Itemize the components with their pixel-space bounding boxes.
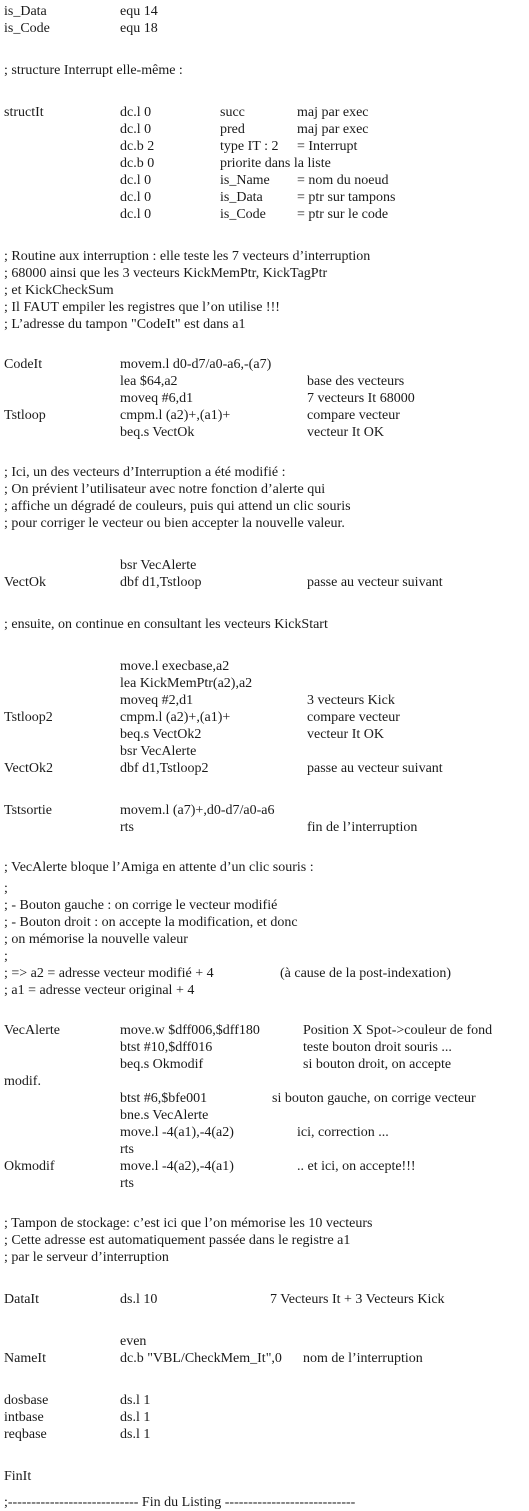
listing-cell: Tstloop xyxy=(4,408,46,423)
listing-cell: dbf d1,Tstloop xyxy=(120,575,202,590)
listing-cell: compare vecteur xyxy=(307,408,400,423)
listing-cell: rts xyxy=(120,1176,134,1191)
listing-line xyxy=(0,407,529,424)
listing-cell: dc.b 0 xyxy=(120,156,155,171)
listing-line xyxy=(0,464,529,481)
listing-cell: ; par le serveur d’interruption xyxy=(4,1250,169,1265)
listing-cell: equ 18 xyxy=(120,21,158,36)
listing-cell: ; on mémorise la nouvelle valeur xyxy=(4,932,188,947)
listing-cell: move.l -4(a2),-4(a1) xyxy=(120,1159,234,1174)
listing-cell: move.l execbase,a2 xyxy=(120,659,230,674)
listing-line xyxy=(0,1232,529,1249)
listing-line xyxy=(0,189,529,206)
listing-cell: ; Routine aux interruption : elle teste les 7 vecteurs d’interruption xyxy=(4,249,371,264)
listing-line xyxy=(0,356,529,373)
listing-line xyxy=(0,1392,529,1409)
listing-cell: lea $64,a2 xyxy=(120,374,178,389)
listing-cell: dbf d1,Tstloop2 xyxy=(120,761,209,776)
listing-cell: VectOk xyxy=(4,575,46,590)
listing-line xyxy=(0,1022,529,1039)
listing-cell: ds.l 1 xyxy=(120,1427,151,1442)
listing-cell: FinIt xyxy=(4,1469,32,1484)
listing-cell: moveq #2,d1 xyxy=(120,693,194,708)
listing-line xyxy=(0,424,529,441)
listing-cell: ; L’adresse du tampon "CodeIt" est dans a1 xyxy=(4,317,246,332)
listing-line xyxy=(0,1039,529,1056)
listing-line xyxy=(0,616,529,633)
listing-cell: move.l -4(a1),-4(a2) xyxy=(120,1125,234,1140)
listing-line xyxy=(0,574,529,591)
listing-cell: equ 14 xyxy=(120,4,158,19)
listing-line xyxy=(0,498,529,515)
listing-line xyxy=(0,1158,529,1175)
listing-cell: = Interrupt xyxy=(297,139,358,154)
listing-cell: ;---------------------------- Fin du Listing ---------------------------- xyxy=(4,1495,356,1510)
listing-cell: 3 vecteurs Kick xyxy=(307,693,395,708)
listing-cell: dc.b 2 xyxy=(120,139,155,154)
listing-line xyxy=(0,1291,529,1308)
listing-cell: dc.l 0 xyxy=(120,105,152,120)
listing-cell: is_Code xyxy=(4,21,50,36)
listing-cell: priorite dans la liste xyxy=(220,156,331,171)
listing-line xyxy=(0,965,529,982)
listing-cell: vecteur It OK xyxy=(307,727,384,742)
listing-cell: btst #10,$dff016 xyxy=(120,1040,213,1055)
listing-cell: = nom du noeud xyxy=(297,173,389,188)
listing-cell: cmpm.l (a2)+,(a1)+ xyxy=(120,408,231,423)
listing-cell: maj par exec xyxy=(297,122,369,137)
listing-cell: bne.s VecAlerte xyxy=(120,1108,209,1123)
listing-cell: si bouton gauche, on corrige vecteur xyxy=(272,1091,476,1106)
listing-cell: maj par exec xyxy=(297,105,369,120)
listing-line xyxy=(0,20,529,37)
listing-line xyxy=(0,481,529,498)
listing-line xyxy=(0,880,529,897)
listing-line xyxy=(0,982,529,999)
listing-cell: movem.l (a7)+,d0-d7/a0-a6 xyxy=(120,803,275,818)
listing-cell: si bouton droit, on accepte xyxy=(303,1057,452,1072)
listing-cell: dc.b "VBL/CheckMem_It",0 xyxy=(120,1351,282,1366)
listing-line xyxy=(0,658,529,675)
listing-line xyxy=(0,1333,529,1350)
listing-cell: DataIt xyxy=(4,1292,39,1307)
listing-cell: cmpm.l (a2)+,(a1)+ xyxy=(120,710,231,725)
listing-cell: ; On prévient l’utilisateur avec notre fonction d’alerte qui xyxy=(4,482,326,497)
listing-line xyxy=(0,1175,529,1192)
listing-line xyxy=(0,138,529,155)
listing-line xyxy=(0,1215,529,1232)
listing-cell: is_Code xyxy=(220,207,266,222)
listing-cell: ds.l 1 xyxy=(120,1393,151,1408)
listing-cell: vecteur It OK xyxy=(307,425,384,440)
listing-line xyxy=(0,265,529,282)
listing-line xyxy=(0,248,529,265)
listing-line xyxy=(0,557,529,574)
listing-cell: teste bouton droit souris ... xyxy=(303,1040,452,1055)
listing-cell: dc.l 0 xyxy=(120,122,152,137)
listing-line xyxy=(0,155,529,172)
listing-cell: ; affiche un dégradé de couleurs, puis qui attend un clic souris xyxy=(4,499,351,514)
listing-cell: moveq #6,d1 xyxy=(120,391,194,406)
listing-line xyxy=(0,172,529,189)
listing-line xyxy=(0,206,529,223)
listing-line xyxy=(0,390,529,407)
listing-cell: ; Il FAUT empiler les registres que l’on utilise !!! xyxy=(4,300,280,315)
listing-cell: VecAlerte xyxy=(4,1023,60,1038)
listing-cell: ; xyxy=(4,949,8,964)
listing-line xyxy=(0,1468,529,1485)
listing-cell: 7 Vecteurs It + 3 Vecteurs Kick xyxy=(270,1292,445,1307)
listing-cell: move.w $dff006,$dff180 xyxy=(120,1023,260,1038)
listing-line xyxy=(0,948,529,965)
listing-cell: succ xyxy=(220,105,245,120)
listing-line xyxy=(0,914,529,931)
listing-line xyxy=(0,316,529,333)
listing-cell: is_Name xyxy=(220,173,270,188)
listing-line xyxy=(0,897,529,914)
listing-cell: Position X Spot->couleur de fond xyxy=(303,1023,493,1038)
listing-line xyxy=(0,931,529,948)
listing-cell: reqbase xyxy=(4,1427,47,1442)
listing-cell: ; xyxy=(4,881,8,896)
listing-cell: beq.s Okmodif xyxy=(120,1057,204,1072)
listing-cell: ; 68000 ainsi que les 3 vecteurs KickMemPtr, KickTagPtr xyxy=(4,266,328,281)
listing-line xyxy=(0,1350,529,1367)
listing-cell: type IT : 2 xyxy=(220,139,279,154)
listing-line xyxy=(0,282,529,299)
listing-cell: dc.l 0 xyxy=(120,173,152,188)
listing-cell: compare vecteur xyxy=(307,710,400,725)
listing-cell: = ptr sur tampons xyxy=(297,190,396,205)
listing-cell: ; et KickCheckSum xyxy=(4,283,114,298)
listing-cell: passe au vecteur suivant xyxy=(307,761,443,776)
listing-cell: dc.l 0 xyxy=(120,190,152,205)
listing-cell: movem.l d0-d7/a0-a6,-(a7) xyxy=(120,357,272,372)
listing-line xyxy=(0,1494,529,1511)
listing-line xyxy=(0,819,529,836)
listing-cell: dc.l 0 xyxy=(120,207,152,222)
listing-cell: ds.l 1 xyxy=(120,1410,151,1425)
listing-line xyxy=(0,121,529,138)
listing-cell: ; VecAlerte bloque l’Amiga en attente d’un clic souris : xyxy=(4,860,314,875)
listing-cell: ; ensuite, on continue en consultant les vecteurs KickStart xyxy=(4,617,328,632)
listing-cell: ; - Bouton gauche : on corrige le vecteur modifié xyxy=(4,898,278,913)
listing-line xyxy=(0,1249,529,1266)
listing-line xyxy=(0,515,529,532)
listing-cell: dosbase xyxy=(4,1393,49,1408)
listing-cell: rts xyxy=(120,820,134,835)
listing-cell: ; Cette adresse est automatiquement passée dans le registre a1 xyxy=(4,1233,351,1248)
listing-cell: ds.l 10 xyxy=(120,1292,158,1307)
listing-cell: structIt xyxy=(4,105,44,120)
listing-cell: even xyxy=(120,1334,147,1349)
listing-line xyxy=(0,1056,529,1073)
listing-line xyxy=(0,373,529,390)
listing-line xyxy=(0,104,529,121)
listing-cell: ; Tampon de stockage: c’est ici que l’on mémorise les 10 vecteurs xyxy=(4,1216,373,1231)
listing-line xyxy=(0,675,529,692)
listing-line xyxy=(0,1090,529,1107)
listing-cell: bsr VecAlerte xyxy=(120,558,197,573)
listing-cell: passe au vecteur suivant xyxy=(307,575,443,590)
listing-cell: CodeIt xyxy=(4,357,43,372)
listing-cell: ici, correction ... xyxy=(297,1125,389,1140)
listing-cell: Okmodif xyxy=(4,1159,55,1174)
listing-line xyxy=(0,1141,529,1158)
listing-cell: beq.s VectOk2 xyxy=(120,727,202,742)
listing-cell: Tstloop2 xyxy=(4,710,53,725)
listing-line xyxy=(0,709,529,726)
listing-cell: ; Ici, un des vecteurs d’Interruption a été modifié : xyxy=(4,465,286,480)
listing-line xyxy=(0,1124,529,1141)
listing-cell: beq.s VectOk xyxy=(120,425,195,440)
listing-cell: VectOk2 xyxy=(4,761,53,776)
listing-cell: (à cause de la post-indexation) xyxy=(280,966,452,981)
listing-cell: 7 vecteurs It 68000 xyxy=(307,391,415,406)
listing-cell: rts xyxy=(120,1142,134,1157)
listing-line xyxy=(0,1426,529,1443)
listing-cell: ; - Bouton droit : on accepte la modification, et donc xyxy=(4,915,298,930)
listing-cell: pred xyxy=(220,122,245,137)
listing-cell: base des vecteurs xyxy=(307,374,405,389)
listing-line xyxy=(0,802,529,819)
listing-line xyxy=(0,1107,529,1124)
listing-line xyxy=(0,3,529,20)
listing-line xyxy=(0,859,529,876)
listing-line xyxy=(0,726,529,743)
listing-line xyxy=(0,692,529,709)
listing-line xyxy=(0,1409,529,1426)
listing-cell: ; => a2 = adresse vecteur modifié + 4 xyxy=(4,966,214,981)
listing-line xyxy=(0,760,529,777)
listing-cell: ; structure Interrupt elle-même : xyxy=(4,63,183,78)
listing-cell: Tstsortie xyxy=(4,803,53,818)
listing-cell: NameIt xyxy=(4,1351,46,1366)
listing-line xyxy=(0,299,529,316)
listing-line xyxy=(0,62,529,79)
listing-cell: lea KickMemPtr(a2),a2 xyxy=(120,676,253,691)
listing-cell: .. et ici, on accepte!!! xyxy=(297,1159,416,1174)
listing-cell: nom de l’interruption xyxy=(303,1351,423,1366)
listing-line xyxy=(0,743,529,760)
listing-cell: ; pour corriger le vecteur ou bien accepter la nouvelle valeur. xyxy=(4,516,345,531)
listing-cell: btst #6,$bfe001 xyxy=(120,1091,208,1106)
listing-cell: is_Data xyxy=(4,4,47,19)
listing-line xyxy=(0,1073,529,1090)
listing-cell: is_Data xyxy=(220,190,263,205)
listing-cell: ; a1 = adresse vecteur original + 4 xyxy=(4,983,195,998)
listing-cell: modif. xyxy=(4,1074,41,1089)
listing-cell: = ptr sur le code xyxy=(297,207,389,222)
listing-cell: intbase xyxy=(4,1410,44,1425)
listing-cell: fin de l’interruption xyxy=(307,820,418,835)
listing-cell: bsr VecAlerte xyxy=(120,744,197,759)
